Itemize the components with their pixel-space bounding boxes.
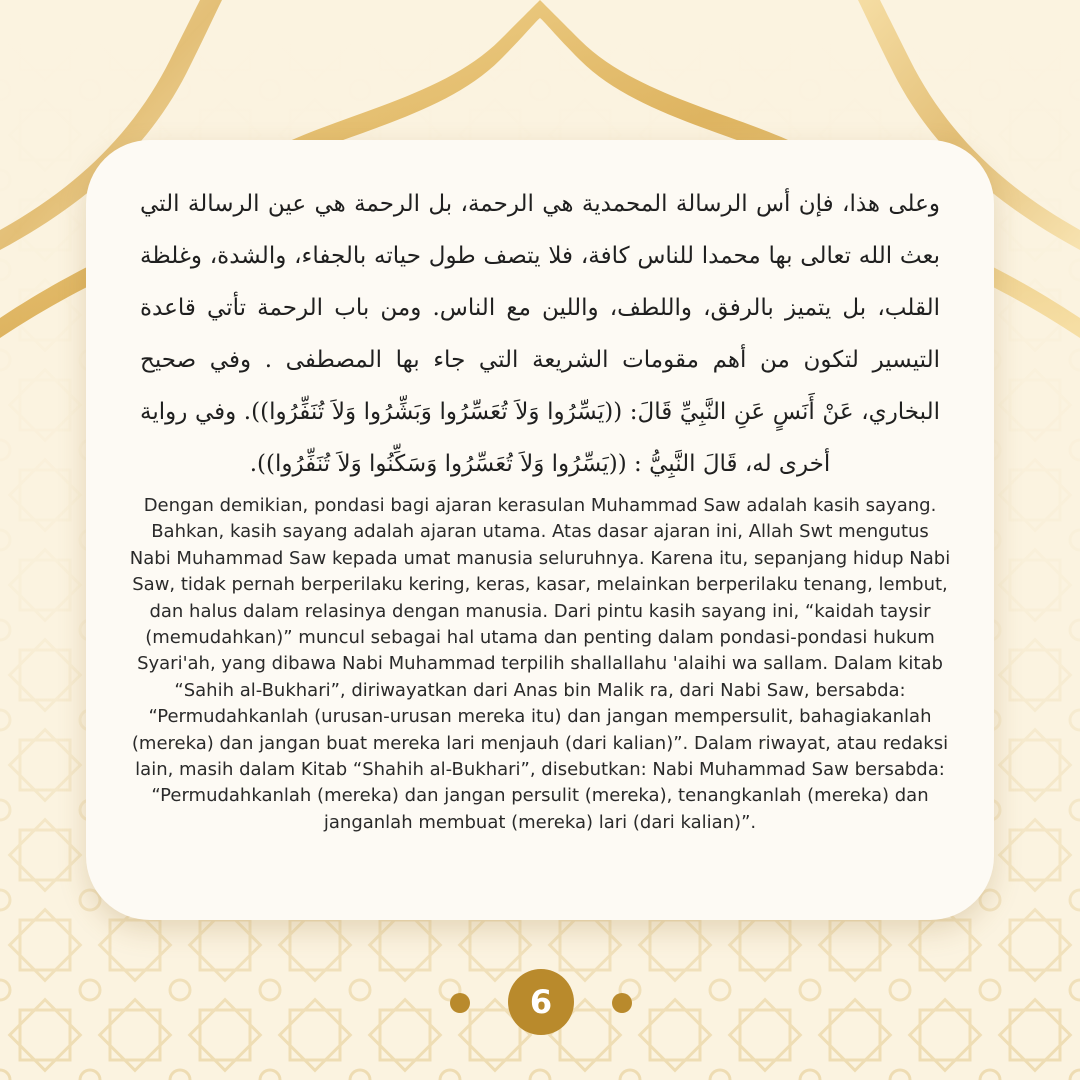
translation-text: Dengan demikian, pondasi bagi ajaran kerasulan Muhammad Saw adalah kasih sayang. Bahkan, kasih sayang adalah ajaran utama. Atas dasar ajaran ini, Allah Swt mengutus Nabi Muhammad Saw kepada umat manusia seluruhnya. Karena itu, sepanjang hidup Nabi Saw, tidak pernah berperilaku kering, keras, kasar, melainkan berperilaku tenang, lembut, dan halus dalam relasinya dengan manusia. Dari pintu kasih sayang ini, “kaidah taysir (memudahkan)” muncul sebagai hal utama dan penting dalam pondasi-pondasi hukum Syari'ah, yang dibawa Nabi Muhammad terpilih shallallahu 'alaihi wa sallam. Dalam kitab “Sahih al-Bukhari”, diriwayatkan dari Anas bin Malik ra, dari Nabi Saw, bersabda: “Permudahkanlah (urusan-urusan mereka itu) dan jangan mempersulit, bahagiakanlah (mereka) dan jangan buat mereka lari menjauh (dari kalian)”. Dalam riwayat, atau redaksi lain, masih dalam Kitab “Shahih al-Bukhari”, disebutkan: Nabi Muhammad Saw bersabda: “Permudahkanlah (mereka) dan jangan persulit (mereka), tenangkanlah (mereka) dan janganlah membuat (mereka) lari (dari kalian)”. — [129, 495, 951, 833]
decorative-dot-left — [450, 993, 470, 1013]
decorative-dot-right — [612, 993, 632, 1013]
page-number: 6 — [508, 969, 574, 1035]
arabic-text: وعلى هذا، فإن أس الرسالة المحمدية هي الرحمة، بل الرحمة هي عين الرسالة التي بعث الله تعالى بها محمدا للناس كافة، فلا يتصف طول حياته بالجفاء، والشدة، وغلظة القلب، بل يتميز بالرفق، واللطف، واللين مع الناس. ومن باب الرحمة تأتي قاعدة التيسير لتكون من أهم مقومات الشريعة التي جاء بها المصطفى . وفي صحيح البخاري، عَنْ أَنَسٍ عَنِ النَّبِيِّ قَالَ: ((يَسِّرُوا وَلاَ تُعَسِّرُوا وَبَشِّرُوا وَلاَ تُنَفِّرُوا)). وفي رواية أخرى له، قَالَ النَّبِيُّ : ((يَسِّرُوا وَلاَ تُعَسِّرُوا وَسَكِّنُوا وَلاَ تُنَفِّرُوا)). — [140, 191, 940, 477]
